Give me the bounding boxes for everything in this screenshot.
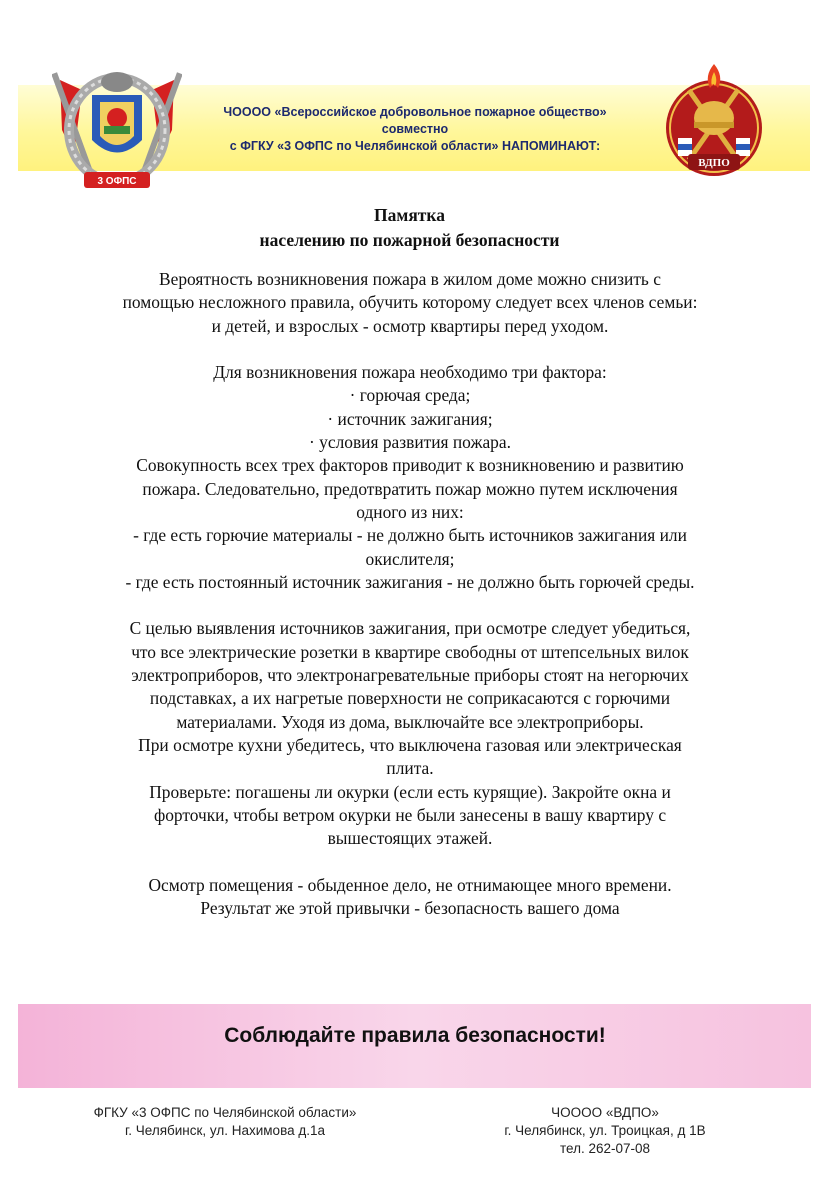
banner-slogan: Соблюдайте правила безопасности! — [224, 1024, 606, 1047]
body-line: одного из них: — [356, 501, 464, 522]
document-title — [0, 203, 819, 253]
body-line: плита. — [386, 758, 434, 779]
header-line: ЧОООО «Всероссийское добровольное пожарное общество» — [223, 105, 607, 119]
paragraph-gap — [30, 594, 790, 617]
title-line: населению по пожарной безопасности — [259, 230, 560, 250]
body-line: помощью несложного правила, обучить которому следует всех членов семьи: — [122, 292, 698, 313]
header-notice — [200, 104, 630, 155]
body-line: что все электрические розетки в квартире свободны от штепсельных вилок — [131, 641, 689, 662]
footer-ofps-address — [60, 1104, 390, 1140]
ofps-emblem-logo — [52, 60, 182, 195]
title-line: Памятка — [374, 205, 445, 225]
body-line: При осмотре кухни убедитесь, что выключена газовая или электрическая — [138, 734, 682, 755]
body-line: Проверьте: погашены ли окурки (если есть курящие). Закройте окна и — [149, 781, 671, 802]
body-line: материалами. Уходя из дома, выключайте все электроприборы. — [176, 711, 644, 732]
body-line: Вероятность возникновения пожара в жилом доме можно снизить с — [159, 269, 661, 289]
vdpo-emblem-logo — [660, 60, 768, 190]
body-line: - где есть горючие материалы - не должно быть источников зажигания или — [133, 525, 687, 546]
body-line: окислителя; — [365, 548, 455, 569]
body-line: Для возникновения пожара необходимо три фактора: — [213, 362, 607, 383]
body-line: · условия развития пожара. — [309, 432, 511, 453]
body-line: электроприборов, что электронагревательные приборы стоят на негорючих — [131, 665, 689, 686]
body-line: подставках, а их нагретые поверхности не соприкасаются с горючими — [149, 688, 671, 709]
paragraph-gap — [30, 338, 790, 361]
logo-right-label: ВДПО — [698, 157, 730, 169]
body-line: С целью выявления источников зажигания, при осмотре следует убедиться, — [129, 618, 691, 639]
footer-line: тел. 262-07-08 — [559, 1141, 651, 1156]
footer-line: г. Челябинск, ул. Нахимова д.1а — [124, 1123, 325, 1138]
header-line: совместно — [381, 122, 449, 136]
body-line: Осмотр помещения - обыденное дело, не отнимающее много времени. — [148, 874, 672, 895]
footer-line: ФГКУ «3 ОФПС по Челябинской области» — [93, 1105, 357, 1120]
body-line: вышестоящих этажей. — [327, 828, 493, 849]
body-line: и детей, и взрослых - осмотр квартиры перед уходом. — [211, 315, 609, 336]
body-line: · источник зажигания; — [327, 408, 493, 429]
body-line: форточки, чтобы ветром окурки не были занесены в вашу квартиру с — [153, 804, 667, 825]
body-line: Совокупность всех трех факторов приводит к возникновению и развитию — [136, 455, 684, 476]
footer-line: г. Челябинск, ул. Троицкая, д 1В — [504, 1123, 706, 1138]
body-line: пожара. Следовательно, предотвратить пожар можно путем исключения — [142, 478, 678, 499]
body-line: Результат же этой привычки - безопасность вашего дома — [200, 898, 620, 919]
memo-body — [30, 268, 790, 920]
body-line: · горючая среда; — [349, 385, 471, 406]
footer-vdpo-address — [470, 1104, 740, 1158]
footer-line: ЧОООО «ВДПО» — [551, 1105, 659, 1120]
logo-left-label: 3 ОФПС — [97, 176, 137, 187]
header-line: с ФГКУ «3 ОФПС по Челябинской области» НАПОМИНАЮТ: — [229, 139, 601, 153]
paragraph-gap — [30, 850, 790, 873]
body-line: - где есть постоянный источник зажигания - не должно быть горючей среды. — [125, 571, 695, 592]
